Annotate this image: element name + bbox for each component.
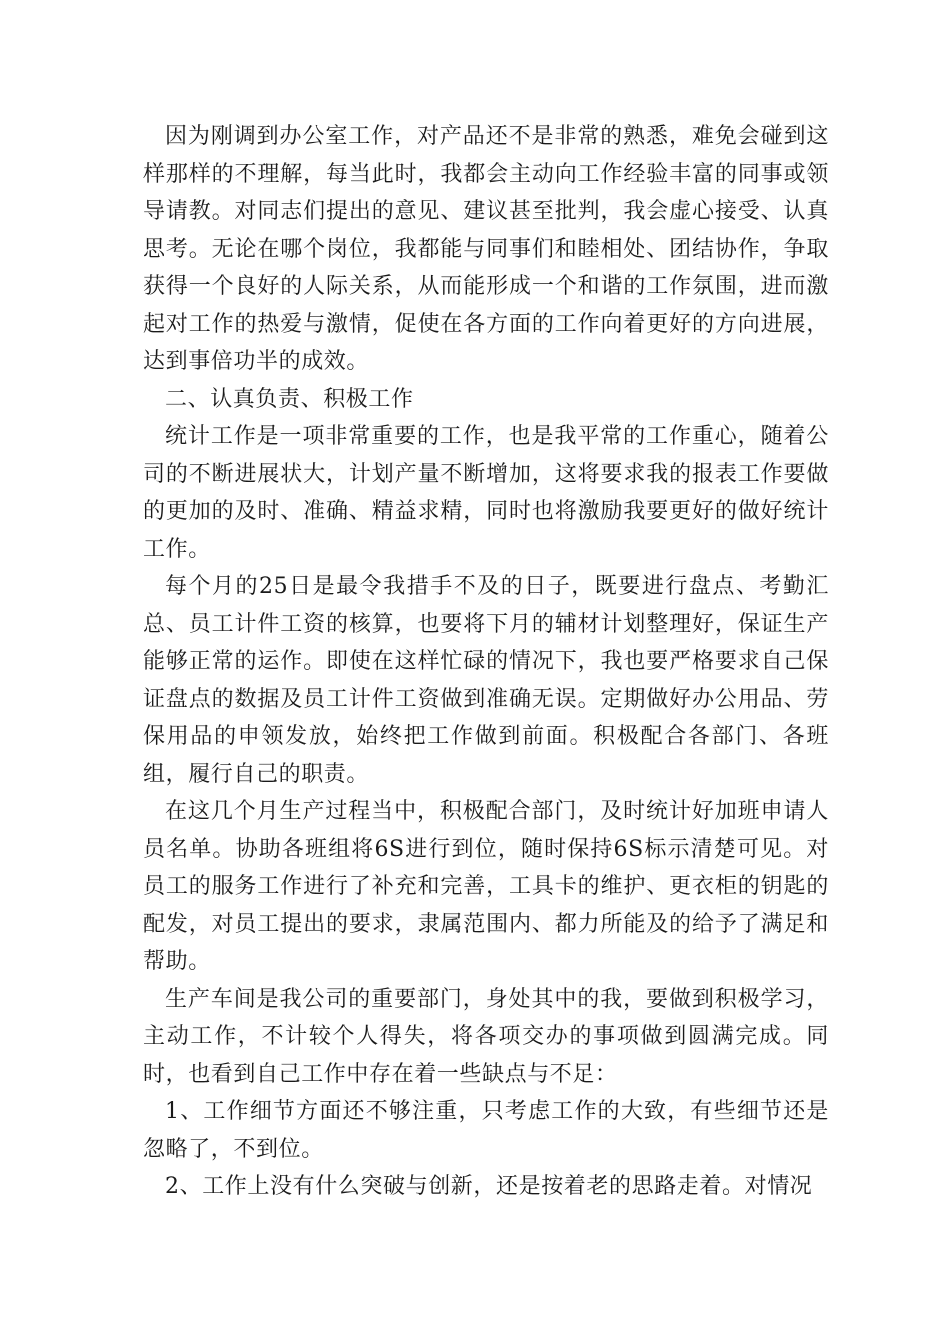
document-body [143,118,829,1206]
body-paragraph: 每个月的25日是最令我措手不及的日子，既要进行盘点、考勤汇总、员工计件工资的核算，也要将下月的辅材计划整理好，保证生产能够正常的运作。即使在这样忙碌的情况下，我也要严格要求自己保证盘点的数据及员工计件工资做到准确无误。定期做好办公用品、劳保用品的申领发放，始终把工作做到前面。积极配合各部门、各班组，履行自己的职责。 [143,574,829,787]
numbered-list-item: 2、工作上没有什么突破与创新，还是按着老的思路走着。对情况 [165,1174,813,1199]
body-paragraph: 因为刚调到办公室工作，对产品还不是非常的熟悉，难免会碰到这样那样的不理解，每当此时，我都会主动向工作经验丰富的同事或领导请教。对同志们提出的意见、建议甚至批判，我会虚心接受、认真思考。无论在哪个岗位，我都能与同事们和睦相处、团结协作，争取获得一个良好的人际关系，从而能形成一个和谐的工作氛围，进而激起对工作的热爱与激情，促使在各方面的工作向着更好的方向进展，达到事倍功半的成效。 [143,124,829,374]
body-paragraph: 统计工作是一项非常重要的工作，也是我平常的工作重心，随着公司的不断进展状大，计划产量不断增加，这将要求我的报表工作要做的更加的及时、准确、精益求精，同时也将激励我要更好的做好统计工作。 [143,424,829,562]
body-paragraph: 生产车间是我公司的重要部门，身处其中的我，要做到积极学习，主动工作，不计较个人得失，将各项交办的事项做到圆满完成。同时，也看到自己工作中存在着一些缺点与不足： [143,986,829,1087]
body-paragraph: 在这几个月生产过程当中，积极配合部门，及时统计好加班申请人员名单。协助各班组将6S进行到位，随时保持6S标示清楚可见。对员工的服务工作进行了补充和完善，工具卡的维护、更衣柜的钥匙的配发，对员工提出的要求，隶属范围内、都力所能及的给予了满足和帮助。 [143,799,829,974]
section-heading: 二、认真负责、积极工作 [165,386,414,412]
numbered-list-item: 1、工作细节方面还不够注重，只考虑工作的大致，有些细节还是忽略了，不到位。 [143,1099,829,1162]
